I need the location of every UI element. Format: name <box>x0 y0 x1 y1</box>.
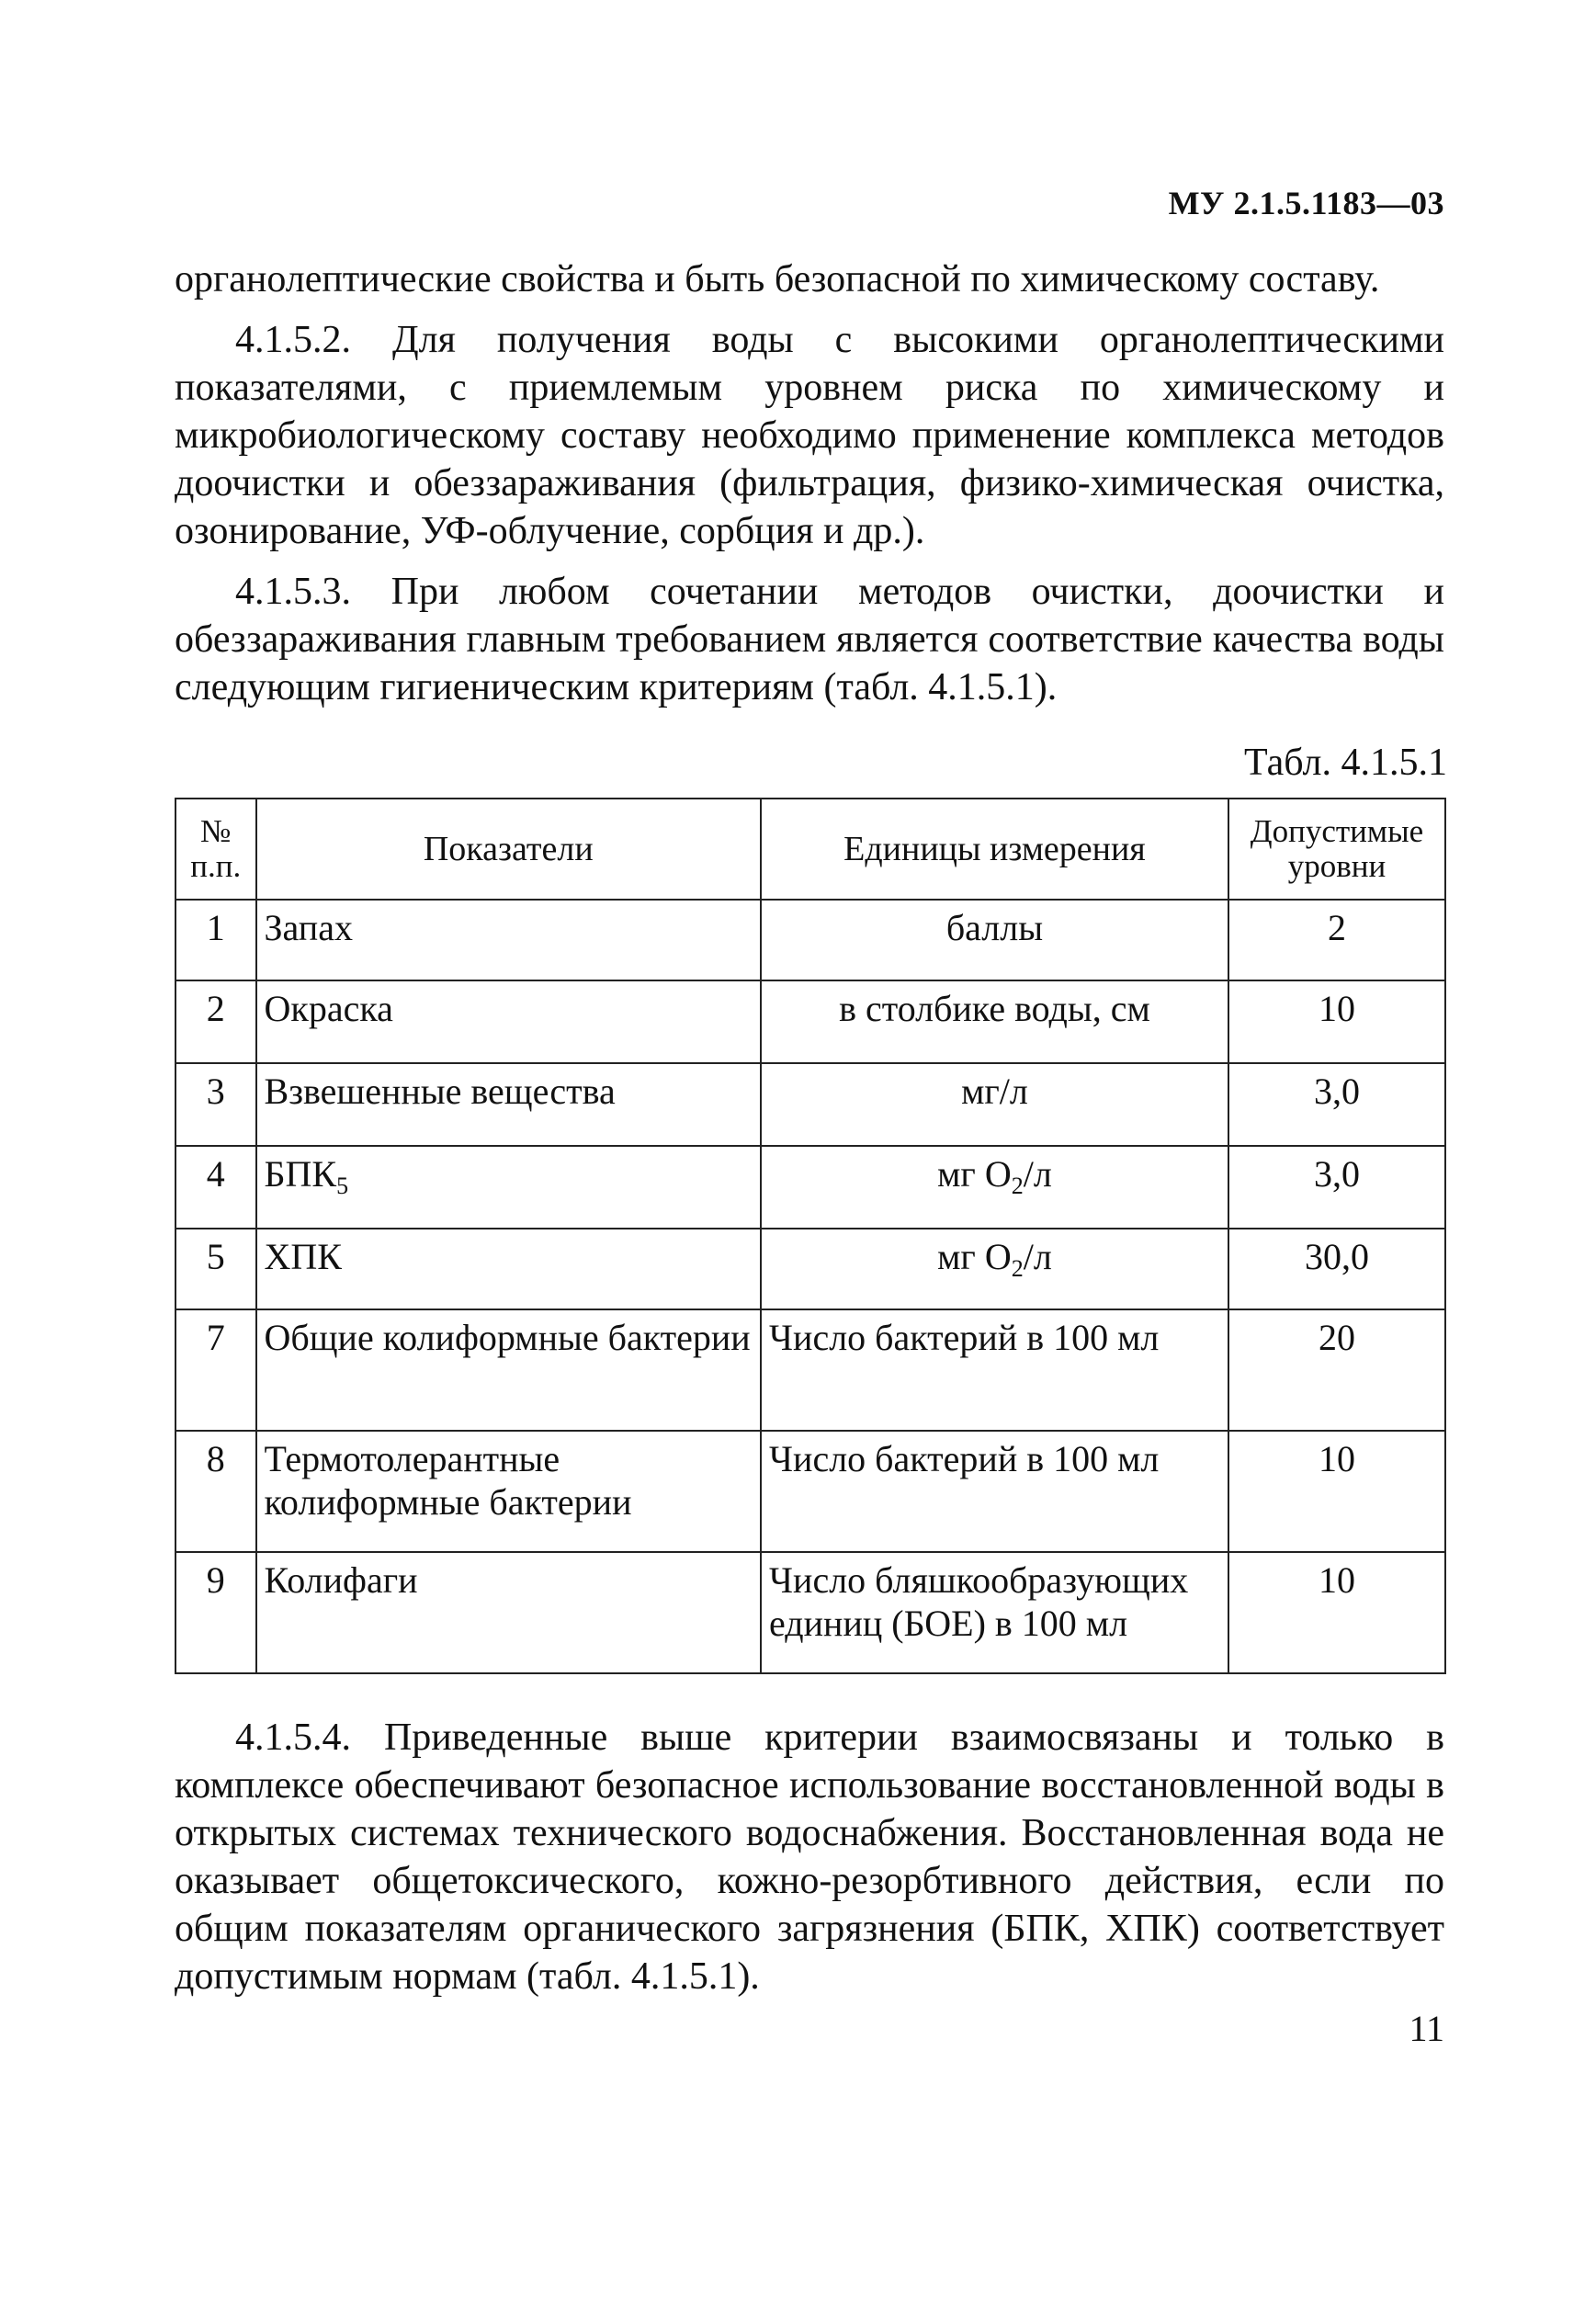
table-header-row <box>175 799 1445 900</box>
paragraph-continuation: органолептические свойства и быть безопасной по химическому составу. <box>175 258 1380 300</box>
paragraph-4-1-5-2: 4.1.5.2. Для получения воды с высокими органолептическими показателями, с приемлемым уровнем риска по химическому и микробиологическому составу необходимо применение комплекса методов доочистки и обеззараживания (фильтрация, физико-химическая очистка, озонирование, УФ-облучение, сорбция и др.). <box>175 319 1444 552</box>
paragraph-4-1-5-3: 4.1.5.3. При любом сочетании методов очистки, доочистки и обеззараживания главным требованием является соответствие качества воды следующим гигиеническим критериям (табл. 4.1.5.1). <box>175 571 1444 708</box>
criteria-table <box>175 798 1446 1674</box>
row-unit: в столбике воды, см <box>761 980 1228 1063</box>
row-unit: мг $O_2/л$ <box>761 1229 1228 1309</box>
row-unit: Число бляшкообразующих единиц (БОЕ) в 100 мл <box>761 1552 1228 1673</box>
row-indicator: ХПК <box>256 1229 762 1309</box>
row-number: 8 <box>175 1431 256 1552</box>
row-indicator: Колифаги <box>256 1552 762 1673</box>
row-level: 10 <box>1228 980 1445 1063</box>
row-level: 30,0 <box>1228 1229 1445 1309</box>
row-level: 3,0 <box>1228 1063 1445 1146</box>
table-row <box>175 1063 1445 1146</box>
table-row <box>175 1552 1445 1673</box>
header-indicator: Показатели <box>256 799 762 900</box>
row-unit: баллы <box>761 900 1228 980</box>
row-number: 7 <box>175 1309 256 1431</box>
header-number: № п.п. <box>175 799 256 900</box>
row-indicator: Термотолерантные колиформные бактерии <box>256 1431 762 1552</box>
row-number: 4 <box>175 1146 256 1229</box>
row-indicator: Запах <box>256 900 762 980</box>
table-row <box>175 1229 1445 1309</box>
row-unit: Число бактерий в 100 мл <box>761 1431 1228 1552</box>
row-number: 3 <box>175 1063 256 1146</box>
top-text-block <box>175 255 1444 724</box>
header-level: Допустимые уровни <box>1228 799 1445 900</box>
table-row <box>175 1146 1445 1229</box>
row-level: 10 <box>1228 1552 1445 1673</box>
row-indicator: Общие колиформные бактерии <box>256 1309 762 1431</box>
page-number: 11 <box>1409 2008 1444 2049</box>
row-unit: мг/л <box>761 1063 1228 1146</box>
table-row <box>175 1309 1445 1431</box>
table-row <box>175 980 1445 1063</box>
row-unit: мг $O_2/л$ <box>761 1146 1228 1229</box>
row-indicator: Окраска <box>256 980 762 1063</box>
row-indicator: $БПК_5$ <box>256 1146 762 1229</box>
row-indicator: Взвешенные вещества <box>256 1063 762 1146</box>
row-level: 20 <box>1228 1309 1445 1431</box>
row-level: 3,0 <box>1228 1146 1445 1229</box>
paragraph-4-1-5-4: 4.1.5.4. Приведенные выше критерии взаимосвязаны и только в комплексе обеспечивают безопасное использование восстановленной воды в открытых системах технического водоснабжения. Восстановленная вода не оказывает общетоксического, кожно-резорбтивного действия, если по общим показателям органического загрязнения (БПК, ХПК) соответствует допустимым нормам (табл. 4.1.5.1). <box>175 1717 1444 1998</box>
row-number: 2 <box>175 980 256 1063</box>
table-row <box>175 900 1445 980</box>
table-row <box>175 1431 1445 1552</box>
row-number: 1 <box>175 900 256 980</box>
bottom-text-block <box>175 1714 1444 2013</box>
row-level: 10 <box>1228 1431 1445 1552</box>
row-unit: Число бактерий в 100 мл <box>761 1309 1228 1431</box>
document-code-header: МУ 2.1.5.1183—03 <box>1168 185 1444 221</box>
header-unit: Единицы измерения <box>761 799 1228 900</box>
table-caption: Табл. 4.1.5.1 <box>1243 742 1447 784</box>
row-number: 9 <box>175 1552 256 1673</box>
row-level: 2 <box>1228 900 1445 980</box>
row-number: 5 <box>175 1229 256 1309</box>
